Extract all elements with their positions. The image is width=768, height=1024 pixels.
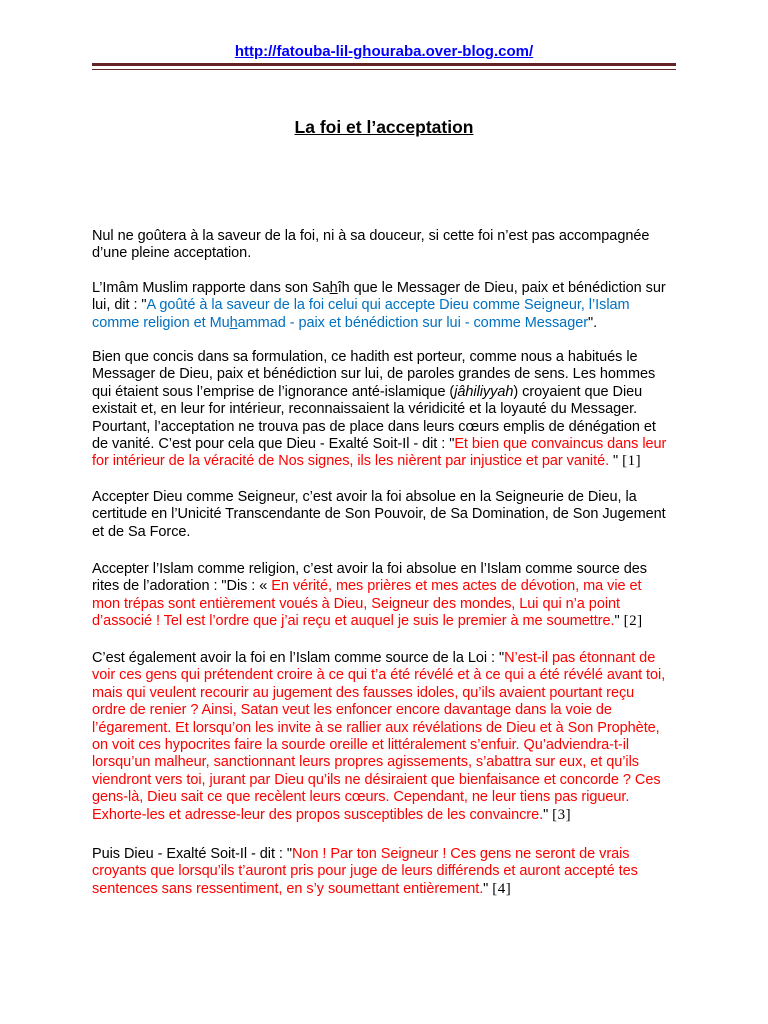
- text-line: [92, 349, 666, 366]
- text-line: [92, 401, 666, 418]
- text-line: [92, 650, 665, 667]
- quotation-text: mon trépas sont entièrement voués à Dieu, Seigneur des mondes, Lui qui n’a point: [92, 595, 620, 612]
- text-line: [92, 863, 638, 880]
- text-line: [92, 436, 666, 453]
- text-run: ".: [588, 314, 598, 331]
- paragraph-7: [92, 846, 638, 898]
- text-run: Pourtant, l’acceptation ne trouva pas de place dans leurs cœurs emplis de dénégation et: [92, 418, 656, 435]
- text-run: rites de l’adoration : "Dis : «: [92, 578, 272, 595]
- text-run: ": [483, 880, 493, 897]
- text-line: [92, 685, 665, 702]
- text-line: [92, 419, 666, 436]
- text-line: [92, 881, 638, 898]
- text-line: [92, 737, 665, 754]
- text-line: [92, 561, 647, 578]
- quotation-text: for intérieur de la véracité de Nos signes, ils les nièrent par injustice et par vanité.: [92, 453, 610, 470]
- text-line: [92, 366, 666, 383]
- underlined-letter: h: [329, 280, 338, 296]
- text-line: [92, 280, 666, 297]
- italic-term: jâhiliyyah: [454, 383, 514, 400]
- text-line: [92, 772, 665, 789]
- quotation-text: A goûté à la saveur de la foi celui qui accepte Dieu comme Seigneur, l’Islam: [146, 297, 630, 314]
- article-body: [92, 0, 752, 1024]
- text-line: [92, 720, 665, 737]
- text-line: [92, 228, 649, 245]
- paragraph-6: [92, 650, 665, 824]
- quotation-text: Et bien que convaincus dans leur: [454, 435, 667, 452]
- paragraph-1: [92, 228, 649, 263]
- underlined-letter: h: [229, 314, 238, 331]
- site-url-link[interactable]: http://fatouba-lil-ghouraba.over-blog.com/: [234, 43, 534, 60]
- paragraph-5: [92, 561, 647, 631]
- text-run: Bien que concis dans sa formulation, ce hadith est porteur, comme nous a habitués le: [92, 349, 638, 365]
- quotation-text: Non ! Par ton Seigneur ! Ces gens ne seront de vrais: [291, 846, 630, 862]
- text-run: d’une pleine acceptation.: [92, 245, 252, 262]
- quotation-text: on voit ces hypocrites faire la sourde oreille et littéralement s’enfuir. Qu’adviendra-t-il: [92, 736, 630, 753]
- text-line: [92, 596, 647, 613]
- text-run: L’Imâm Muslim rapporte dans son Sa: [92, 280, 330, 296]
- text-line: [92, 524, 666, 541]
- text-line: [92, 702, 665, 719]
- footnote-reference: [1]: [622, 453, 642, 470]
- text-run: lui, dit : ": [92, 297, 147, 314]
- quotation-text: comme religion et Mu: [92, 314, 230, 331]
- footnote-reference: [2]: [623, 613, 643, 630]
- text-line: [92, 578, 647, 595]
- quotation-text: viendront vers toi, jurant par Dieu qu’ils ne désiraient que bienfaisance et concorde ? Ces: [92, 771, 661, 788]
- quotation-text: croyants que lorsqu’ils t’auront pris pour juge de leurs différends et auront accepté tes: [92, 863, 638, 880]
- text-line: [92, 506, 666, 523]
- page-title: La foi et l’acceptation: [294, 117, 474, 137]
- text-run: C’est également avoir la foi en l’Islam comme source de la Loi : ": [92, 650, 505, 666]
- text-run: ": [543, 806, 553, 823]
- text-run: îh que le Messager de Dieu, paix et bénédiction sur: [337, 280, 666, 296]
- paragraph-2: [92, 280, 666, 332]
- paragraph-3: [92, 349, 666, 471]
- text-run: Accepter Dieu comme Seigneur, c’est avoir la foi absolue en la Seigneurie de Dieu, la: [92, 489, 637, 505]
- text-run: qui étaient sous l’emprise de l’ignorance anté-islamique (: [92, 383, 455, 400]
- text-run: Puis Dieu - Exalté Soit-Il - dit : ": [92, 846, 292, 862]
- text-run: existait et, en leur for intérieur, reconnaissaient la véridicité et la loyauté du Messager.: [92, 401, 638, 418]
- quotation-text: ordre de renier ? Ainsi, Satan veut les enfoncer encore davantage dans la voie de: [92, 702, 612, 719]
- text-line: [92, 789, 665, 806]
- quotation-text: En vérité, mes prières et mes actes de dévotion, ma vie et: [271, 578, 642, 595]
- text-line: [92, 245, 649, 262]
- text-line: [92, 846, 638, 863]
- quotation-text: gens-là, Dieu sait ce que recèlent leurs cœurs. Cependant, ne leur tiens pas rigueur.: [92, 789, 630, 806]
- text-line: [92, 315, 666, 332]
- text-run: ) croyaient que Dieu: [513, 383, 643, 400]
- quotation-text: Exhorte-les et adresse-leur des propos susceptibles de les convaincre.: [92, 806, 544, 823]
- text-line: [92, 754, 665, 771]
- quotation-text: ammad - paix et bénédiction sur lui - comme Messager: [237, 314, 589, 331]
- paragraph-4: [92, 489, 666, 541]
- text-line: [92, 453, 666, 470]
- text-run: Nul ne goûtera à la saveur de la foi, ni à sa douceur, si cette foi n’est pas accompagnée: [92, 228, 650, 244]
- text-line: [92, 297, 666, 314]
- text-line: [92, 613, 647, 630]
- text-run: Messager de Dieu, paix et bénédiction sur lui, de paroles grandes de sens. Les hommes: [92, 366, 656, 383]
- text-run: ": [609, 453, 623, 470]
- quotation-text: d’associé ! Tel est l’ordre que j’ai reçu et auquel je suis le premier à me soumettre.: [92, 613, 615, 630]
- quotation-text: sentences sans ressentiment, en s’y soumettant entièrement.: [92, 880, 484, 897]
- text-line: [92, 489, 666, 506]
- quotation-text: N’est-il pas étonnant de: [504, 650, 656, 666]
- text-run: et de Sa Force.: [92, 523, 191, 540]
- text-run: certitude en l’Unicité Transcendante de Son Pouvoir, de Sa Domination, de Son Jugement: [92, 506, 666, 523]
- text-run: de vanité. C’est pour cela que Dieu - Exalté Soit-Il - dit : ": [92, 435, 455, 452]
- text-line: [92, 384, 666, 401]
- quotation-text: l’égarement. Et lorsqu’on les invite à se rallier aux révélations de Dieu et à Son Prophète,: [92, 719, 660, 736]
- text-run: Accepter l’Islam comme religion, c’est avoir la foi absolue en l’Islam comme source des: [92, 561, 647, 577]
- footnote-reference: [4]: [492, 880, 512, 897]
- text-run: ": [614, 613, 624, 630]
- footnote-reference: [3]: [552, 806, 572, 823]
- quotation-text: mais qui veulent recourir au jugement des fausses idoles, qu’ils avaient pourtant reçu: [92, 684, 635, 701]
- text-line: [92, 807, 665, 824]
- quotation-text: lorsqu’un malheur, sanctionnant leurs propres agissements, s’abattra sur eux, et qu’ils: [92, 754, 639, 771]
- text-line: [92, 667, 665, 684]
- quotation-text: voir ces gens qui prétendent croire à ce qui t’a été révélé et à ce qui a été révélé avant toi,: [92, 667, 666, 684]
